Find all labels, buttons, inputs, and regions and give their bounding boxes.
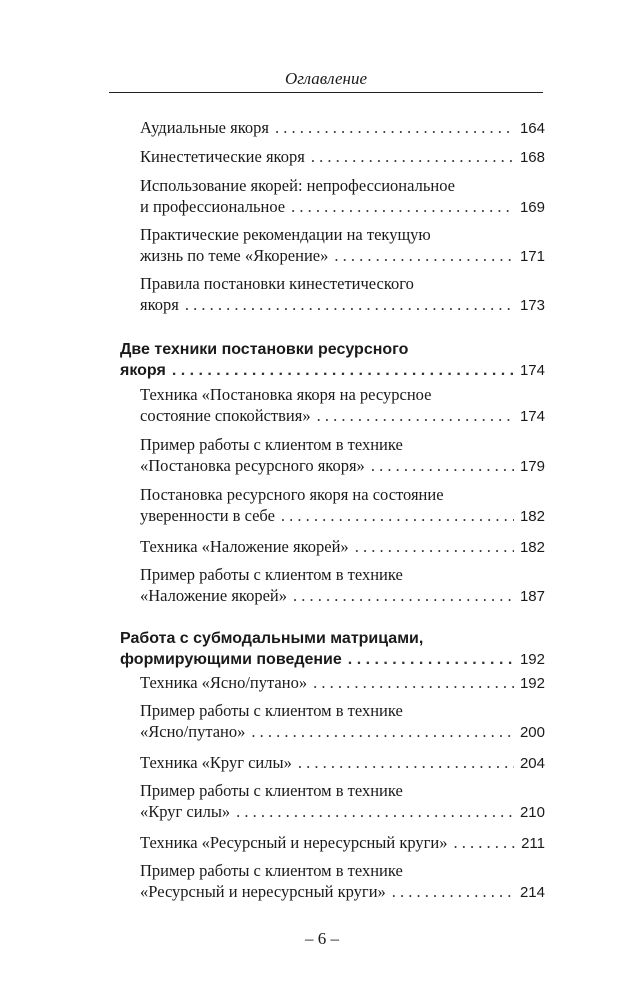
toc-entry-page: 182	[519, 539, 545, 556]
toc-entry-page: 179	[519, 458, 545, 475]
dot-leader	[172, 360, 514, 381]
toc-entry[interactable]	[140, 860, 545, 903]
toc-entry[interactable]	[140, 175, 545, 218]
toc-entry-title-line2: «Ясно/путано»	[140, 722, 246, 741]
toc-entry-title-line1: Пример работы с клиентом в технике	[140, 565, 403, 584]
toc-entry-title-line2: жизнь по теме «Якорение»	[140, 246, 329, 265]
toc-entry-title-line1: Пример работы с клиентом в технике	[140, 435, 403, 454]
toc-entry[interactable]	[140, 752, 545, 774]
toc-entry-title-line1: Правила постановки кинестетического	[140, 274, 414, 293]
toc-entry[interactable]	[140, 536, 545, 558]
toc-entry-title-line2: якоря	[120, 362, 166, 379]
toc-entry-last-line	[140, 505, 545, 527]
toc-entry-last-line	[140, 405, 545, 427]
toc-entry-title-line2: якоря	[140, 295, 179, 314]
toc-entry-last-line	[120, 360, 545, 381]
toc-entry-title-line1: Практические рекомендации на текущую	[140, 225, 431, 244]
toc-entry-title-line1: Постановка ресурсного якоря на состояние	[140, 485, 444, 504]
toc-entry-last-line	[140, 801, 545, 823]
dot-leader	[293, 585, 514, 606]
toc-entry-last-line	[140, 117, 545, 139]
toc-entry-page: 192	[519, 675, 545, 692]
toc-entry-page: 168	[519, 149, 545, 166]
toc-entry-page: 187	[519, 588, 545, 605]
running-header: Оглавление	[284, 69, 368, 88]
toc-entry-page: 192	[519, 651, 545, 668]
toc-entry-title-line2: «Ресурсный и нересурсный круги»	[140, 882, 386, 901]
toc-entry-last-line	[140, 585, 545, 607]
toc-entry[interactable]	[140, 273, 545, 316]
toc-entry-title-line2: Техника «Ясно/путано»	[140, 673, 308, 692]
toc-entry-page: 182	[519, 508, 545, 525]
dot-leader	[371, 455, 514, 476]
toc-entry-page: 211	[521, 835, 545, 852]
dot-leader	[392, 881, 514, 902]
dot-leader	[311, 146, 514, 167]
toc-entry-page: 164	[519, 120, 545, 137]
toc-entry-title-line2: состояние спокойствия»	[140, 406, 311, 425]
page-number: – 6 –	[305, 929, 339, 948]
toc-entry-last-line	[140, 881, 545, 903]
toc-entry-title-line2: уверенности в себе	[140, 506, 275, 525]
toc-entry-title-line2: и профессиональное	[140, 197, 286, 216]
toc-section-entry[interactable]	[120, 339, 545, 381]
dot-leader	[236, 801, 514, 822]
dot-leader	[313, 672, 514, 693]
toc-entry-last-line	[140, 832, 545, 854]
toc-entry[interactable]	[140, 224, 545, 267]
toc-entry[interactable]	[140, 146, 545, 168]
toc-entry-title-line2: Техника «Ресурсный и нересурсный круги»	[140, 833, 448, 852]
dot-leader	[281, 505, 514, 526]
toc-entry-title-line2: «Наложение якорей»	[140, 586, 287, 605]
toc-entry-page: 204	[519, 755, 545, 772]
dot-leader	[291, 196, 514, 217]
dot-leader	[251, 721, 514, 742]
toc-entry-title-line1: Пример работы с клиентом в технике	[140, 781, 403, 800]
toc-entry-page: 210	[519, 804, 545, 821]
toc-entry[interactable]	[140, 832, 545, 854]
dot-leader	[453, 832, 515, 853]
toc-entry-last-line	[140, 752, 545, 774]
toc-entry[interactable]	[140, 117, 545, 139]
toc-entry-title-line2: Кинестетические якоря	[140, 147, 305, 166]
toc-entry-title-line2: «Круг силы»	[140, 802, 231, 821]
toc-entry-title-line1: Работа с субмодальными матрицами,	[120, 630, 424, 647]
toc-entry-title-line1: Использование якорей: непрофессиональное	[140, 176, 455, 195]
dot-leader	[355, 536, 514, 557]
toc-entry[interactable]	[140, 564, 545, 607]
toc-entry-last-line	[140, 294, 545, 316]
toc-entry-title-line1: Пример работы с клиентом в технике	[140, 701, 403, 720]
dot-leader	[298, 752, 514, 773]
toc-entry-last-line	[140, 146, 545, 168]
toc-entry-page: 171	[519, 248, 545, 265]
toc-entry[interactable]	[140, 384, 545, 427]
toc-entry[interactable]	[140, 780, 545, 823]
toc-entry-title-line2: Аудиальные якоря	[140, 118, 269, 137]
toc-entry-title-line1: Техника «Постановка якоря на ресурсное	[140, 385, 432, 404]
toc-entry-title-line2: Техника «Наложение якорей»	[140, 537, 349, 556]
toc-entry-last-line	[140, 672, 545, 694]
toc-entry-last-line	[120, 649, 545, 670]
toc-entry-last-line	[140, 455, 545, 477]
dot-leader	[334, 245, 514, 266]
toc-entry[interactable]	[140, 484, 545, 527]
toc-entry-page: 200	[519, 724, 545, 741]
toc-entry-last-line	[140, 196, 545, 218]
toc-entry-last-line	[140, 721, 545, 743]
toc-entry-page: 214	[519, 884, 545, 901]
toc-entry[interactable]	[140, 700, 545, 743]
dot-leader	[348, 649, 514, 670]
toc-entry-page: 174	[519, 362, 545, 379]
dot-leader	[317, 405, 514, 426]
toc-section-entry[interactable]	[120, 628, 545, 670]
toc-entry-last-line	[140, 536, 545, 558]
toc-entry-title-line1: Пример работы с клиентом в технике	[140, 861, 403, 880]
toc-entry-title-line2: «Постановка ресурсного якоря»	[140, 456, 365, 475]
dot-leader	[275, 117, 514, 138]
toc-entry-page: 169	[519, 199, 545, 216]
toc-entry[interactable]	[140, 672, 545, 694]
toc-entry-title-line2: формирующими поведение	[120, 651, 342, 668]
toc-entry-title-line1: Две техники постановки ресурсного	[120, 341, 409, 358]
dot-leader	[185, 294, 514, 315]
toc-entry-page: 174	[519, 408, 545, 425]
toc-entry-title-line2: Техника «Круг силы»	[140, 753, 292, 772]
toc-entry-page: 173	[519, 297, 545, 314]
toc-entry[interactable]	[140, 434, 545, 477]
toc-entry-last-line	[140, 245, 545, 267]
